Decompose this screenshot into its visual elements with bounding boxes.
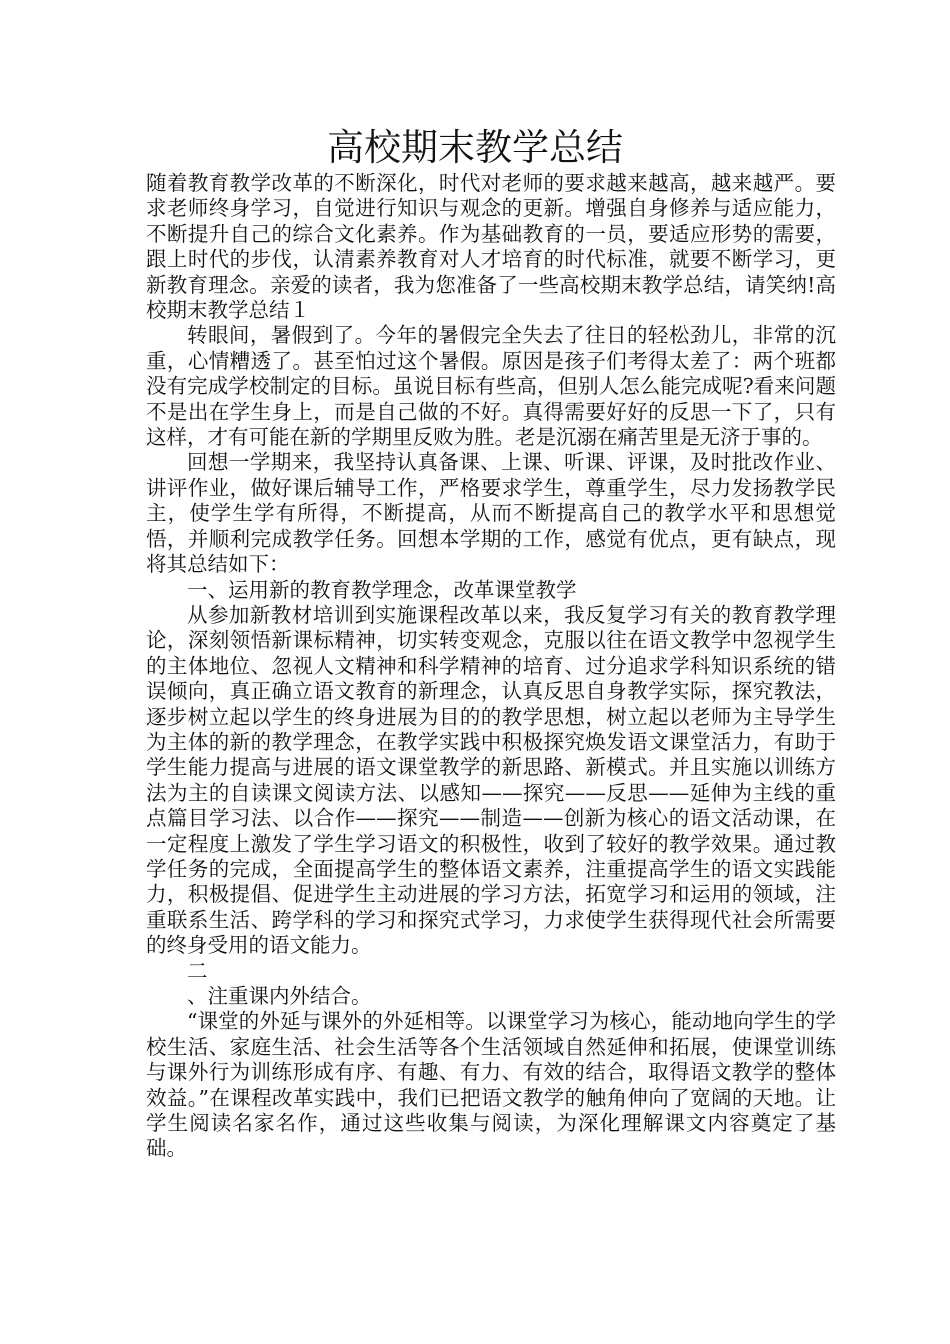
body-paragraph: “课堂的外延与课外的外延相等。以课堂学习为核心，能动地向学生的学校生活、家庭生活、社会生活等各个生活领域自然延伸和拓展，使课堂训练与课外行为训练形成有序、有趣、有力、有效的结合，取得语文教学的整体效益。”在课程改革实践中，我们已把语文教学的触角伸向了宽阔的天地。让学生阅读名家名作，通过这些收集与阅读，为深化理解课文内容奠定了基础。 bbox=[146, 1009, 836, 1161]
body-paragraph: 从参加新教材培训到实施课程改革以来，我反复学习有关的教育教学理论，深刻领悟新课标精神，切实转变观念，克服以往在语文教学中忽视学生的主体地位、忽视人文精神和科学精神的培育、过分追求学科知识系统的错误倾向，真正确立语文教育的新理念，认真反思自身教学实际，探究教法，逐步树立起以学生的终身进展为目的的教学思想，树立起以老师为主导学生为主体的新的教学理念，在教学实践中积极探究焕发语文课堂活力，有助于学生能力提高与进展的语文课堂教学的新思路、新模式。并且实施以训练方法为主的自读课文阅读方法、以感知——探究——反思——延伸为主线的重点篇目学习法、以合作——探究——制造——创新为核心的语文活动课，在一定程度上激发了学生学习语文的积极性，收到了较好的教学效果。通过教学任务的完成，全面提高学生的整体语文素养，注重提高学生的语文实践能力，积极提倡、促进学生主动进展的学习方法，拓宽学习和运用的领域，注重联系生活、跨学科的学习和探究式学习，力求使学生获得现代社会所需要的终身受用的语文能力。 bbox=[146, 602, 836, 958]
section-heading: 、注重课内外结合。 bbox=[187, 984, 372, 1008]
section-heading: 一、运用新的教育教学理念，改革课堂教学 bbox=[187, 577, 577, 602]
intro-paragraph: 随着教育教学改革的不断深化，时代对老师的要求越来越高，越来越严。要求老师终身学习，自觉进行知识与观念的更新。增强自身修养与适应能力，不断提升自己的综合文化素养。作为基础教育的一员，要适应形势的需要，跟上时代的步伐，认清素养教育对人才培育的时代标准，就要不断学习，更新教育理念。亲爱的读者，我为您准备了一些高校期末教学总结，请笑纳!高校期末教学总结１ bbox=[146, 171, 836, 323]
document-body bbox=[146, 171, 836, 1162]
section-number: 二 bbox=[187, 958, 208, 983]
body-paragraph: 回想一学期来，我坚持认真备课、上课、听课、评课，及时批改作业、讲评作业，做好课后辅导工作，严格要求学生，尊重学生，尽力发扬教学民主，使学生学有所得，不断提高，从而不断提高自己的教学水平和思想觉悟，并顺利完成教学任务。回想本学期的工作，感觉有优点，更有缺点，现将其总结如下： bbox=[146, 450, 836, 577]
body-paragraph: 转眼间，暑假到了。今年的暑假完全失去了往日的轻松劲儿，非常的沉重，心情糟透了。甚至怕过这个暑假。原因是孩子们考得太差了：两个班都没有完成学校制定的目标。虽说目标有些高，但别人怎么能完成呢?看来问题不是出在学生身上，而是自己做的不好。真得需要好好的反思一下了，只有这样，才有可能在新的学期里反败为胜。老是沉溺在痛苦里是无济于事的。 bbox=[146, 323, 836, 450]
document-title: 高校期末教学总结 bbox=[327, 126, 623, 169]
